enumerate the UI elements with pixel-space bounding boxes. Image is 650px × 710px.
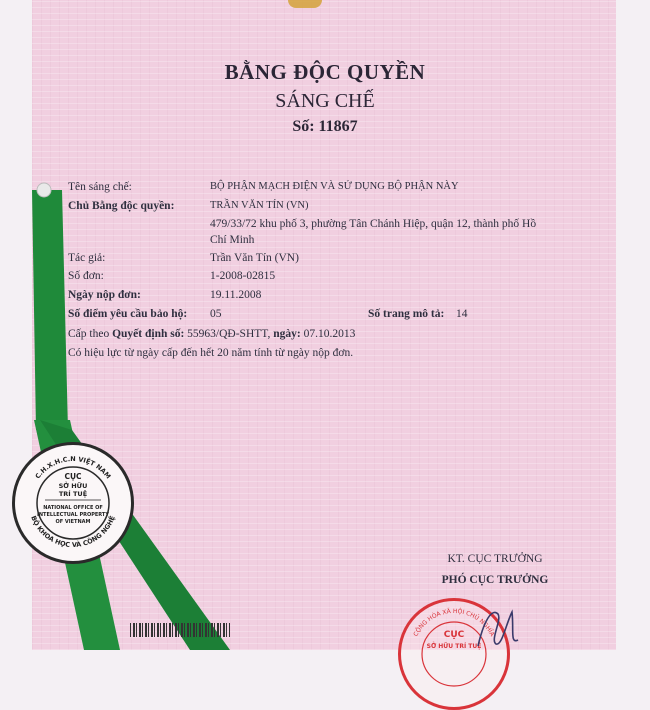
owner-name: TRẦN VĂN TÍN (VN) (210, 200, 309, 211)
seal-top-arc: C.H.X.H.C.N VIỆT NAM (33, 454, 113, 481)
application-no-value: 1-2008-02815 (210, 270, 276, 282)
seal-en-1: NATIONAL OFFICE OF (43, 505, 103, 511)
certificate-number: Số: 11867 (292, 118, 358, 135)
claims-value: 05 (210, 308, 222, 320)
barcode (130, 623, 230, 637)
pages-label: Số trang mô tả: (368, 308, 445, 320)
decision-label: Quyết định số: (112, 328, 185, 340)
claims-label: Số điểm yêu cầu bảo hộ: (68, 308, 188, 320)
intellectual-property-seal (12, 442, 134, 564)
seal-graphic (15, 445, 131, 561)
owner-address-line2: Chí Minh (210, 234, 255, 246)
decision-prefix: Cấp theo (68, 328, 110, 340)
handwritten-signature (470, 600, 530, 650)
stamp-center: CỤC (443, 630, 465, 640)
invention-label: Tên sáng chế: (68, 181, 132, 193)
decision-date-value: 07.10.2013 (303, 328, 356, 340)
stamp-arc-text: CỘNG HÒA XÃ HỘI CHỦ NGHĨA (412, 607, 496, 638)
certificate-subtitle: SÁNG CHẾ (275, 90, 375, 112)
seal-bottom-arc: BỘ KHOA HỌC VÀ CÔNG NGHỆ (29, 514, 117, 550)
owner-label: Chủ Bằng độc quyền: (68, 200, 175, 212)
invention-value: BỘ PHẬN MẠCH ĐIỆN VÀ SỬ DỤNG BỘ PHẬN NÀY (210, 181, 459, 192)
application-no-label: Số đơn: (68, 270, 104, 282)
decision-date-label: ngày: (273, 328, 301, 340)
seal-center-1: CỤC (64, 472, 82, 481)
author-value: Trần Văn Tín (VN) (210, 252, 299, 264)
certificate-title: BẰNG ĐỘC QUYỀN (224, 60, 426, 84)
filing-date-label: Ngày nộp đơn: (68, 289, 141, 301)
pages-value: 14 (456, 308, 468, 320)
seal-en-2: INTELLECTUAL PROPERTY (37, 512, 109, 518)
author-label: Tác giả: (68, 252, 106, 264)
owner-address-line1: 479/33/72 khu phố 3, phường Tân Chánh Hiệp, quận 12, thành phố Hồ (210, 218, 537, 230)
stamp-sub: SỞ HỮU TRÍ TUỆ (426, 643, 482, 650)
validity-text: Có hiệu lực từ ngày cấp đến hết 20 năm tính từ ngày nộp đơn. (68, 347, 354, 359)
filing-date-value: 19.11.2008 (210, 289, 262, 301)
seal-en-3: OF VIETNAM (55, 519, 91, 525)
signature-line2: PHÓ CỤC TRƯỞNG (441, 574, 549, 586)
decision-value: 55963/QĐ-SHTT, (187, 328, 271, 340)
seal-center-3: TRÍ TUỆ (58, 490, 88, 498)
seal-center-2: SỞ HỮU (58, 482, 88, 490)
signature-line1: KT. CỤC TRƯỞNG (447, 553, 543, 565)
